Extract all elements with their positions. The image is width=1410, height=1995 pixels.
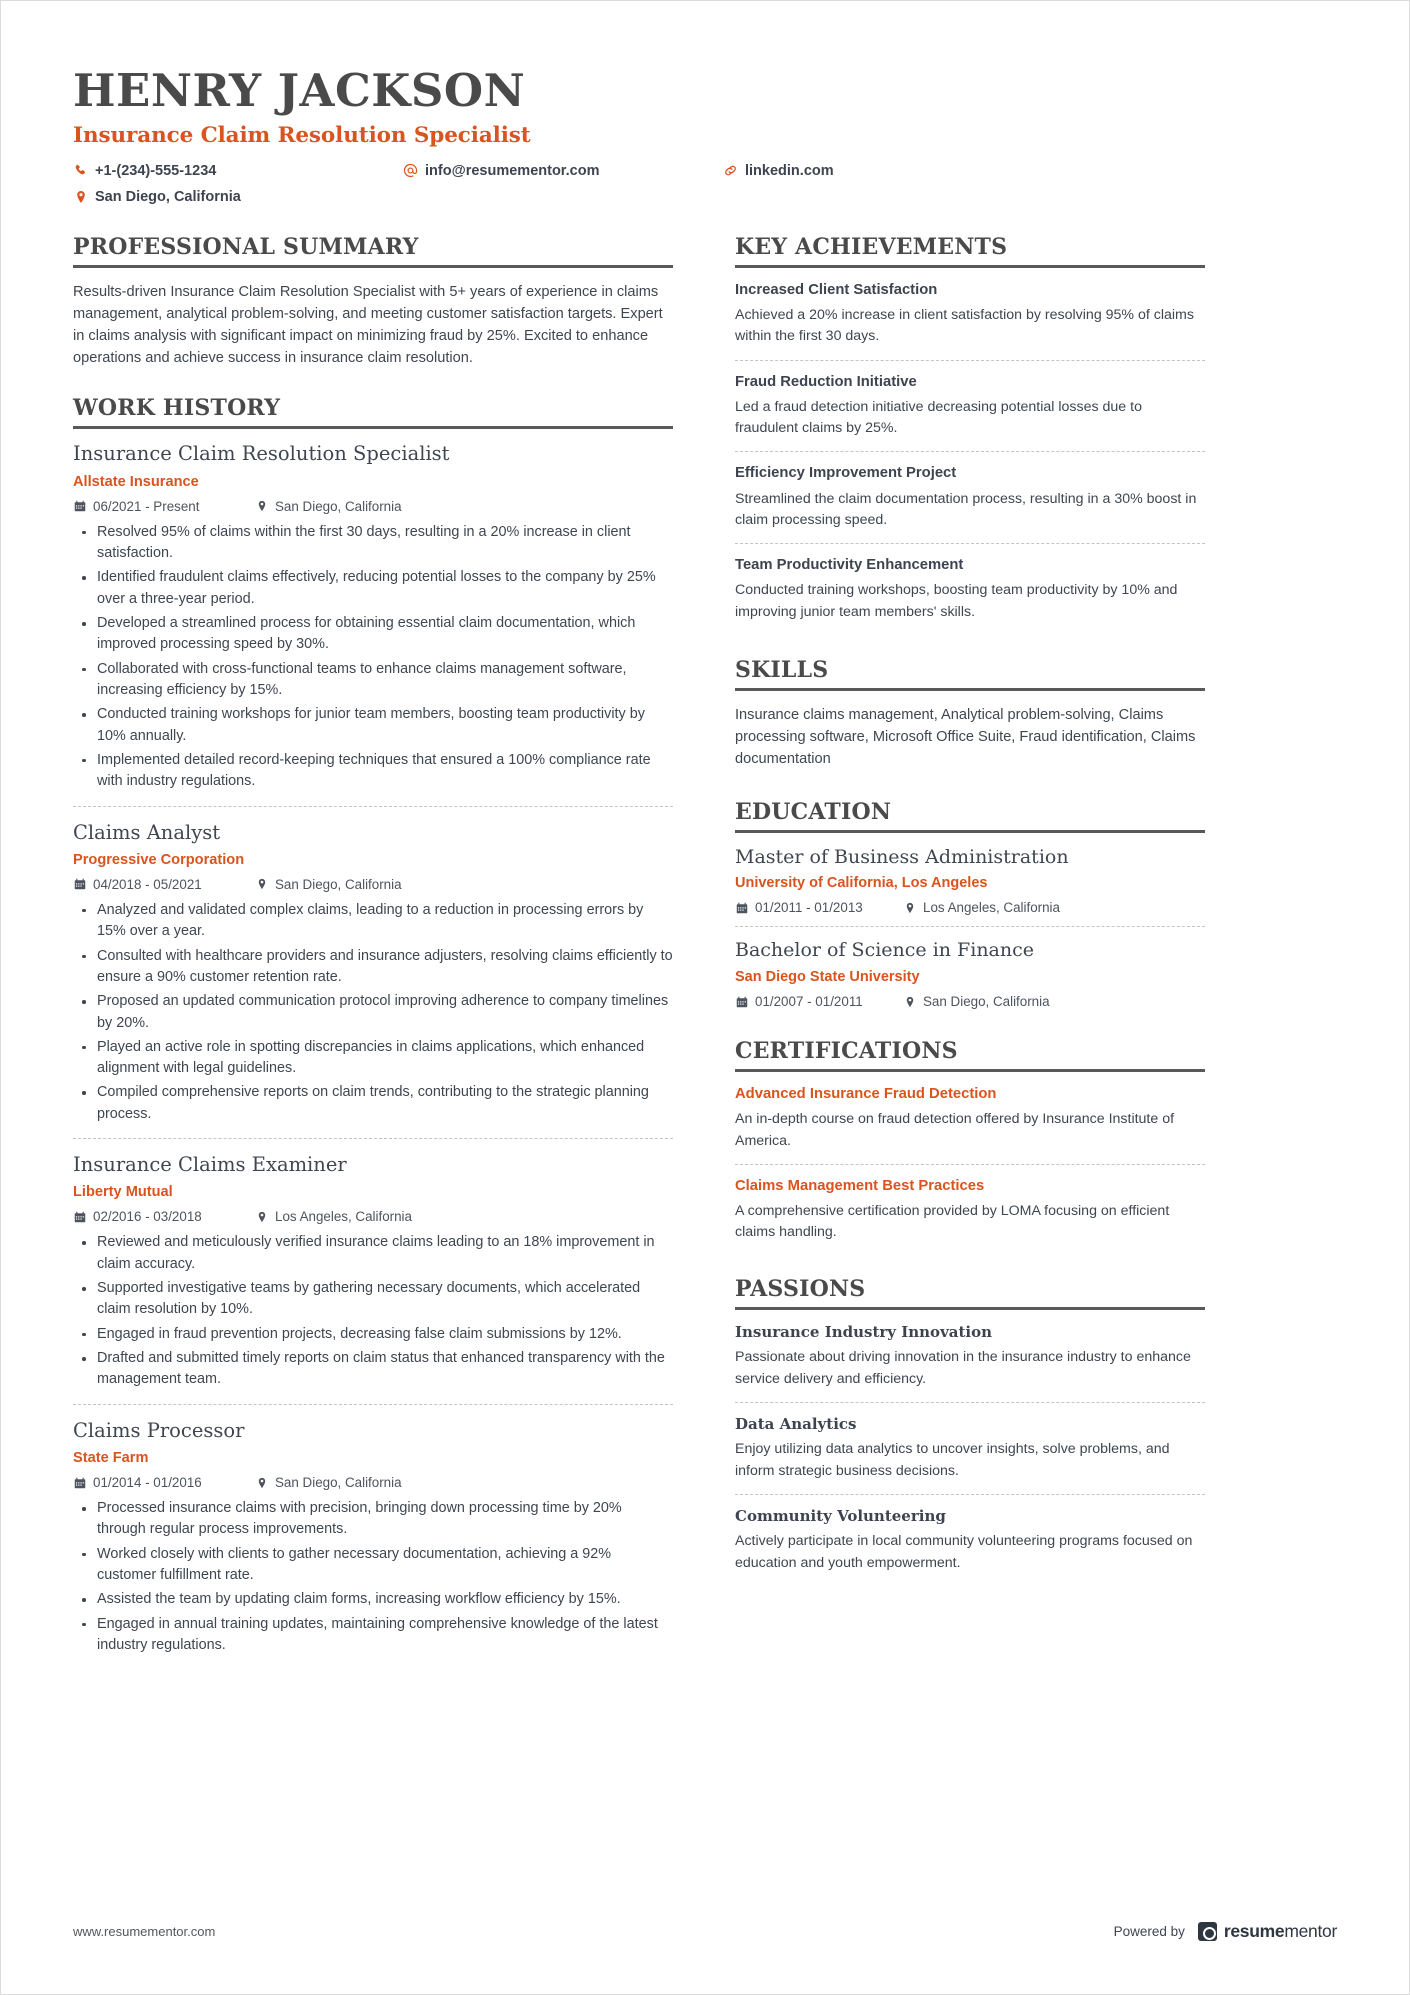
passion-item <box>735 1402 1205 1494</box>
section-title-work-history: WORK HISTORY <box>73 395 673 429</box>
work-bullet: Identified fraudulent claims effectively, reducing potential losses to the company by 25% over a three-year period. <box>73 567 673 610</box>
education-degree: Master of Business Administration <box>735 845 1069 868</box>
work-bullet: Drafted and submitted timely reports on claim status that enhanced transparency with the management team. <box>73 1348 673 1391</box>
work-bullet: Engaged in fraud prevention projects, decreasing false claim submissions by 12%. <box>73 1324 673 1345</box>
certification-item-head: Advanced Insurance Fraud Detection <box>735 1086 997 1103</box>
work-bullets <box>73 900 673 1125</box>
work-bullet: Developed a streamlined process for obtaining essential claim documentation, which improved processing speed by 30%. <box>73 613 673 656</box>
work-bullet: Played an active role in spotting discrepancies in claims applications, which enhanced alignment with legal guidelines. <box>73 1037 673 1080</box>
work-dates-text: 06/2021 - Present <box>93 498 200 514</box>
map-pin-icon <box>255 1476 268 1489</box>
contact-phone-text: +1-(234)-555-1234 <box>95 162 217 179</box>
section-professional-summary <box>73 234 673 370</box>
work-job-title: Claims Processor <box>73 1418 245 1442</box>
achievement-item <box>735 543 1205 635</box>
work-dates <box>73 499 255 514</box>
work-meta <box>73 499 673 514</box>
candidate-job-title: Insurance Claim Resolution Specialist <box>73 122 531 148</box>
footer-url[interactable]: www.resumementor.com <box>73 1924 216 1939</box>
section-work-history <box>73 395 673 1669</box>
education-meta <box>735 994 1205 1009</box>
work-dates-text: 01/2014 - 01/2016 <box>93 1475 202 1490</box>
work-location <box>255 1209 412 1224</box>
resume-sheet <box>73 41 1339 1931</box>
map-pin-icon <box>255 1210 268 1223</box>
education-list <box>735 833 1205 1021</box>
work-location-text: San Diego, California <box>275 876 402 892</box>
calendar-icon <box>735 995 748 1008</box>
section-certifications <box>735 1038 1205 1256</box>
section-skills <box>735 657 1205 771</box>
logo-text-bold: resume <box>1223 1921 1285 1941</box>
work-bullet: Reviewed and meticulously verified insurance claims leading to an 18% improvement in claim accuracy. <box>73 1232 673 1275</box>
phone-icon <box>73 163 88 178</box>
calendar-icon <box>73 1210 86 1223</box>
skills-text: Insurance claims management, Analytical problem-solving, Claims processing software, Microsoft Office Suite, Fraud identification, Claims documentation <box>735 707 1196 768</box>
work-history-entry <box>73 1138 673 1404</box>
certification-item-text: A comprehensive certification provided by LOMA focusing on efficient claims handling. <box>735 1203 1170 1241</box>
powered-by-label: Powered by <box>1113 1924 1185 1939</box>
work-company: State Farm <box>73 1450 149 1466</box>
map-pin-icon <box>255 878 268 891</box>
candidate-name: HENRY JACKSON <box>73 64 526 117</box>
professional-summary-text: Results-driven Insurance Claim Resolution Specialist with 5+ years of experience in claims management, analytical problem-solving, and meeting customer satisfaction targets. Expert in claims analysis with significant impact on minimizing fraud by 25%. Excited to enhance operations and achieve success in insurance claim resolution. <box>73 283 663 367</box>
contact-details <box>73 158 1053 210</box>
work-job-title: Insurance Claims Examiner <box>73 1153 347 1177</box>
work-bullet: Worked closely with clients to gather necessary documentation, achieving a 92% customer fulfillment rate. <box>73 1544 673 1587</box>
work-bullet: Resolved 95% of claims within the first 30 days, resulting in a 20% increase in client satisfaction. <box>73 522 673 565</box>
education-location <box>903 994 1050 1009</box>
certification-item <box>735 1164 1205 1256</box>
work-bullet: Supported investigative teams by gathering necessary documents, which accelerated claim resolution by 10%. <box>73 1278 673 1321</box>
section-key-achievements <box>735 234 1205 635</box>
section-title-professional-summary: PROFESSIONAL SUMMARY <box>73 234 673 268</box>
work-meta <box>73 1475 673 1490</box>
education-entry <box>735 926 1205 1020</box>
certification-item-text: An in-depth course on fraud detection offered by Insurance Institute of America. <box>735 1111 1175 1149</box>
passion-item-text: Passionate about driving innovation in the insurance industry to enhance service delivery and efficiency. <box>735 1349 1191 1387</box>
work-bullet: Collaborated with cross-functional teams to enhance claims management software, increasing efficiency by 15%. <box>73 659 673 702</box>
education-degree: Bachelor of Science in Finance <box>735 939 1034 962</box>
work-dates <box>73 1475 255 1490</box>
work-job-title: Insurance Claim Resolution Specialist <box>73 442 450 466</box>
resumementor-logo <box>1198 1921 1337 1942</box>
education-dates <box>735 994 903 1009</box>
work-history-entry <box>73 442 673 805</box>
work-meta <box>73 877 673 892</box>
section-title-skills: SKILLS <box>735 657 1205 691</box>
achievement-item-text: Conducted training workshops, boosting team productivity by 10% and improving junior team members' skills. <box>735 582 1178 620</box>
map-pin-icon <box>255 500 268 513</box>
work-bullets <box>73 522 673 793</box>
contact-email[interactable] <box>403 158 723 184</box>
achievement-item-text: Led a fraud detection initiative decreasing potential losses due to fraudulent claims by 25%. <box>735 398 1142 437</box>
work-job-title: Claims Analyst <box>73 820 221 844</box>
work-dates <box>73 1209 255 1224</box>
page-footer <box>73 1921 1337 1942</box>
work-bullet: Engaged in annual training updates, maintaining comprehensive knowledge of the latest industry regulations. <box>73 1614 673 1657</box>
education-meta <box>735 900 1205 915</box>
achievement-item-head: Increased Client Satisfaction <box>735 281 938 298</box>
work-history-entry <box>73 806 673 1139</box>
passion-item-text: Actively participate in local community volunteering programs focused on education and youth empowerment. <box>735 1533 1193 1571</box>
map-pin-icon <box>903 995 916 1008</box>
work-dates-text: 02/2016 - 03/2018 <box>93 1209 202 1225</box>
education-school: San Diego State University <box>735 969 920 986</box>
certification-item-head: Claims Management Best Practices <box>735 1177 985 1194</box>
calendar-icon <box>73 1476 86 1489</box>
work-bullet: Analyzed and validated complex claims, leading to a reduction in processing errors by 15% over a year. <box>73 900 673 943</box>
education-dates <box>735 900 903 915</box>
work-history-entry <box>73 1404 673 1670</box>
education-entry <box>735 846 1205 927</box>
work-company: Liberty Mutual <box>73 1184 173 1201</box>
resume-header <box>73 65 1339 210</box>
work-bullet: Conducted training workshops for junior team members, boosting team productivity by 10% annually. <box>73 704 673 747</box>
calendar-icon <box>735 901 748 914</box>
section-title-certifications: CERTIFICATIONS <box>735 1038 1205 1072</box>
contact-location-text: San Diego, California <box>95 188 241 205</box>
contact-phone[interactable] <box>73 158 403 184</box>
work-bullet: Consulted with healthcare providers and insurance adjusters, resolving claims efficiently to ensure a 90% customer retention rate. <box>73 946 673 989</box>
section-passions <box>735 1276 1205 1586</box>
right-column <box>735 234 1205 1671</box>
left-column <box>73 234 673 1671</box>
link-icon <box>723 163 738 178</box>
work-bullet: Processed insurance claims with precision, bringing down processing time by 20% through regular process improvements. <box>73 1498 673 1541</box>
education-dates-text: 01/2011 - 01/2013 <box>755 900 863 916</box>
work-history-list <box>73 429 673 1669</box>
work-bullet: Implemented detailed record-keeping techniques that ensured a 100% compliance rate with industry regulations. <box>73 750 673 793</box>
passion-item <box>735 1323 1205 1402</box>
contact-linkedin-text: linkedin.com <box>745 162 834 179</box>
work-company: Allstate Insurance <box>73 473 199 490</box>
work-location <box>255 877 402 892</box>
work-company: Progressive Corporation <box>73 851 245 868</box>
section-title-key-achievements: KEY ACHIEVEMENTS <box>735 234 1205 268</box>
contact-email-text: info@resumementor.com <box>425 162 600 179</box>
work-bullet: Compiled comprehensive reports on claim trends, contributing to the strategic planning process. <box>73 1082 673 1125</box>
contact-linkedin[interactable] <box>723 158 1023 184</box>
achievement-item <box>735 281 1205 360</box>
work-location-text: San Diego, California <box>275 1475 402 1490</box>
work-location-text: San Diego, California <box>275 498 402 514</box>
work-location-text: Los Angeles, California <box>275 1209 412 1225</box>
education-dates-text: 01/2007 - 01/2011 <box>755 994 863 1010</box>
certifications-list <box>735 1072 1205 1256</box>
work-bullet: Proposed an updated communication protocol improving adherence to company timelines by 20%. <box>73 991 673 1034</box>
column-gap <box>673 234 735 1671</box>
passion-item-head: Insurance Industry Innovation <box>735 1322 993 1341</box>
work-location <box>255 499 402 514</box>
work-bullets <box>73 1498 673 1656</box>
passions-list <box>735 1310 1205 1586</box>
work-bullet: Assisted the team by updating claim forms, increasing workflow efficiency by 15%. <box>73 1589 673 1610</box>
at-sign-icon <box>403 163 418 178</box>
achievement-item-text: Streamlined the claim documentation process, resulting in a 30% boost in claim processing speed. <box>735 490 1197 528</box>
key-achievements-list <box>735 268 1205 635</box>
work-location <box>255 1475 402 1490</box>
map-pin-icon <box>73 189 88 204</box>
achievement-item-head: Fraud Reduction Initiative <box>735 373 917 390</box>
map-pin-icon <box>903 901 916 914</box>
education-location <box>903 900 1060 915</box>
passion-item-head: Data Analytics <box>735 1414 857 1433</box>
work-dates <box>73 877 255 892</box>
education-location-text: Los Angeles, California <box>923 900 1060 916</box>
work-meta <box>73 1209 673 1224</box>
logo-mark-icon <box>1198 1922 1217 1941</box>
logo-text-light: mentor <box>1284 1921 1337 1941</box>
education-school: University of California, Los Angeles <box>735 875 988 892</box>
achievement-item-head: Team Productivity Enhancement <box>735 557 964 574</box>
contact-location <box>73 184 403 210</box>
achievement-item-text: Achieved a 20% increase in client satisfaction by resolving 95% of claims within the first 30 days. <box>735 306 1194 345</box>
calendar-icon <box>73 500 86 513</box>
section-title-passions: PASSIONS <box>735 1276 1205 1310</box>
passion-item-text: Enjoy utilizing data analytics to uncover insights, solve problems, and inform strategic business decisions. <box>735 1441 1170 1479</box>
education-location-text: San Diego, California <box>923 994 1050 1010</box>
passion-item-head: Community Volunteering <box>735 1506 946 1525</box>
achievement-item <box>735 451 1205 543</box>
section-education <box>735 799 1205 1021</box>
certification-item <box>735 1085 1205 1164</box>
work-dates-text: 04/2018 - 05/2021 <box>93 876 202 892</box>
passion-item <box>735 1494 1205 1586</box>
section-title-education: EDUCATION <box>735 799 1205 833</box>
work-bullets <box>73 1232 673 1390</box>
calendar-icon <box>73 878 86 891</box>
achievement-item <box>735 360 1205 452</box>
achievement-item-head: Efficiency Improvement Project <box>735 465 957 482</box>
